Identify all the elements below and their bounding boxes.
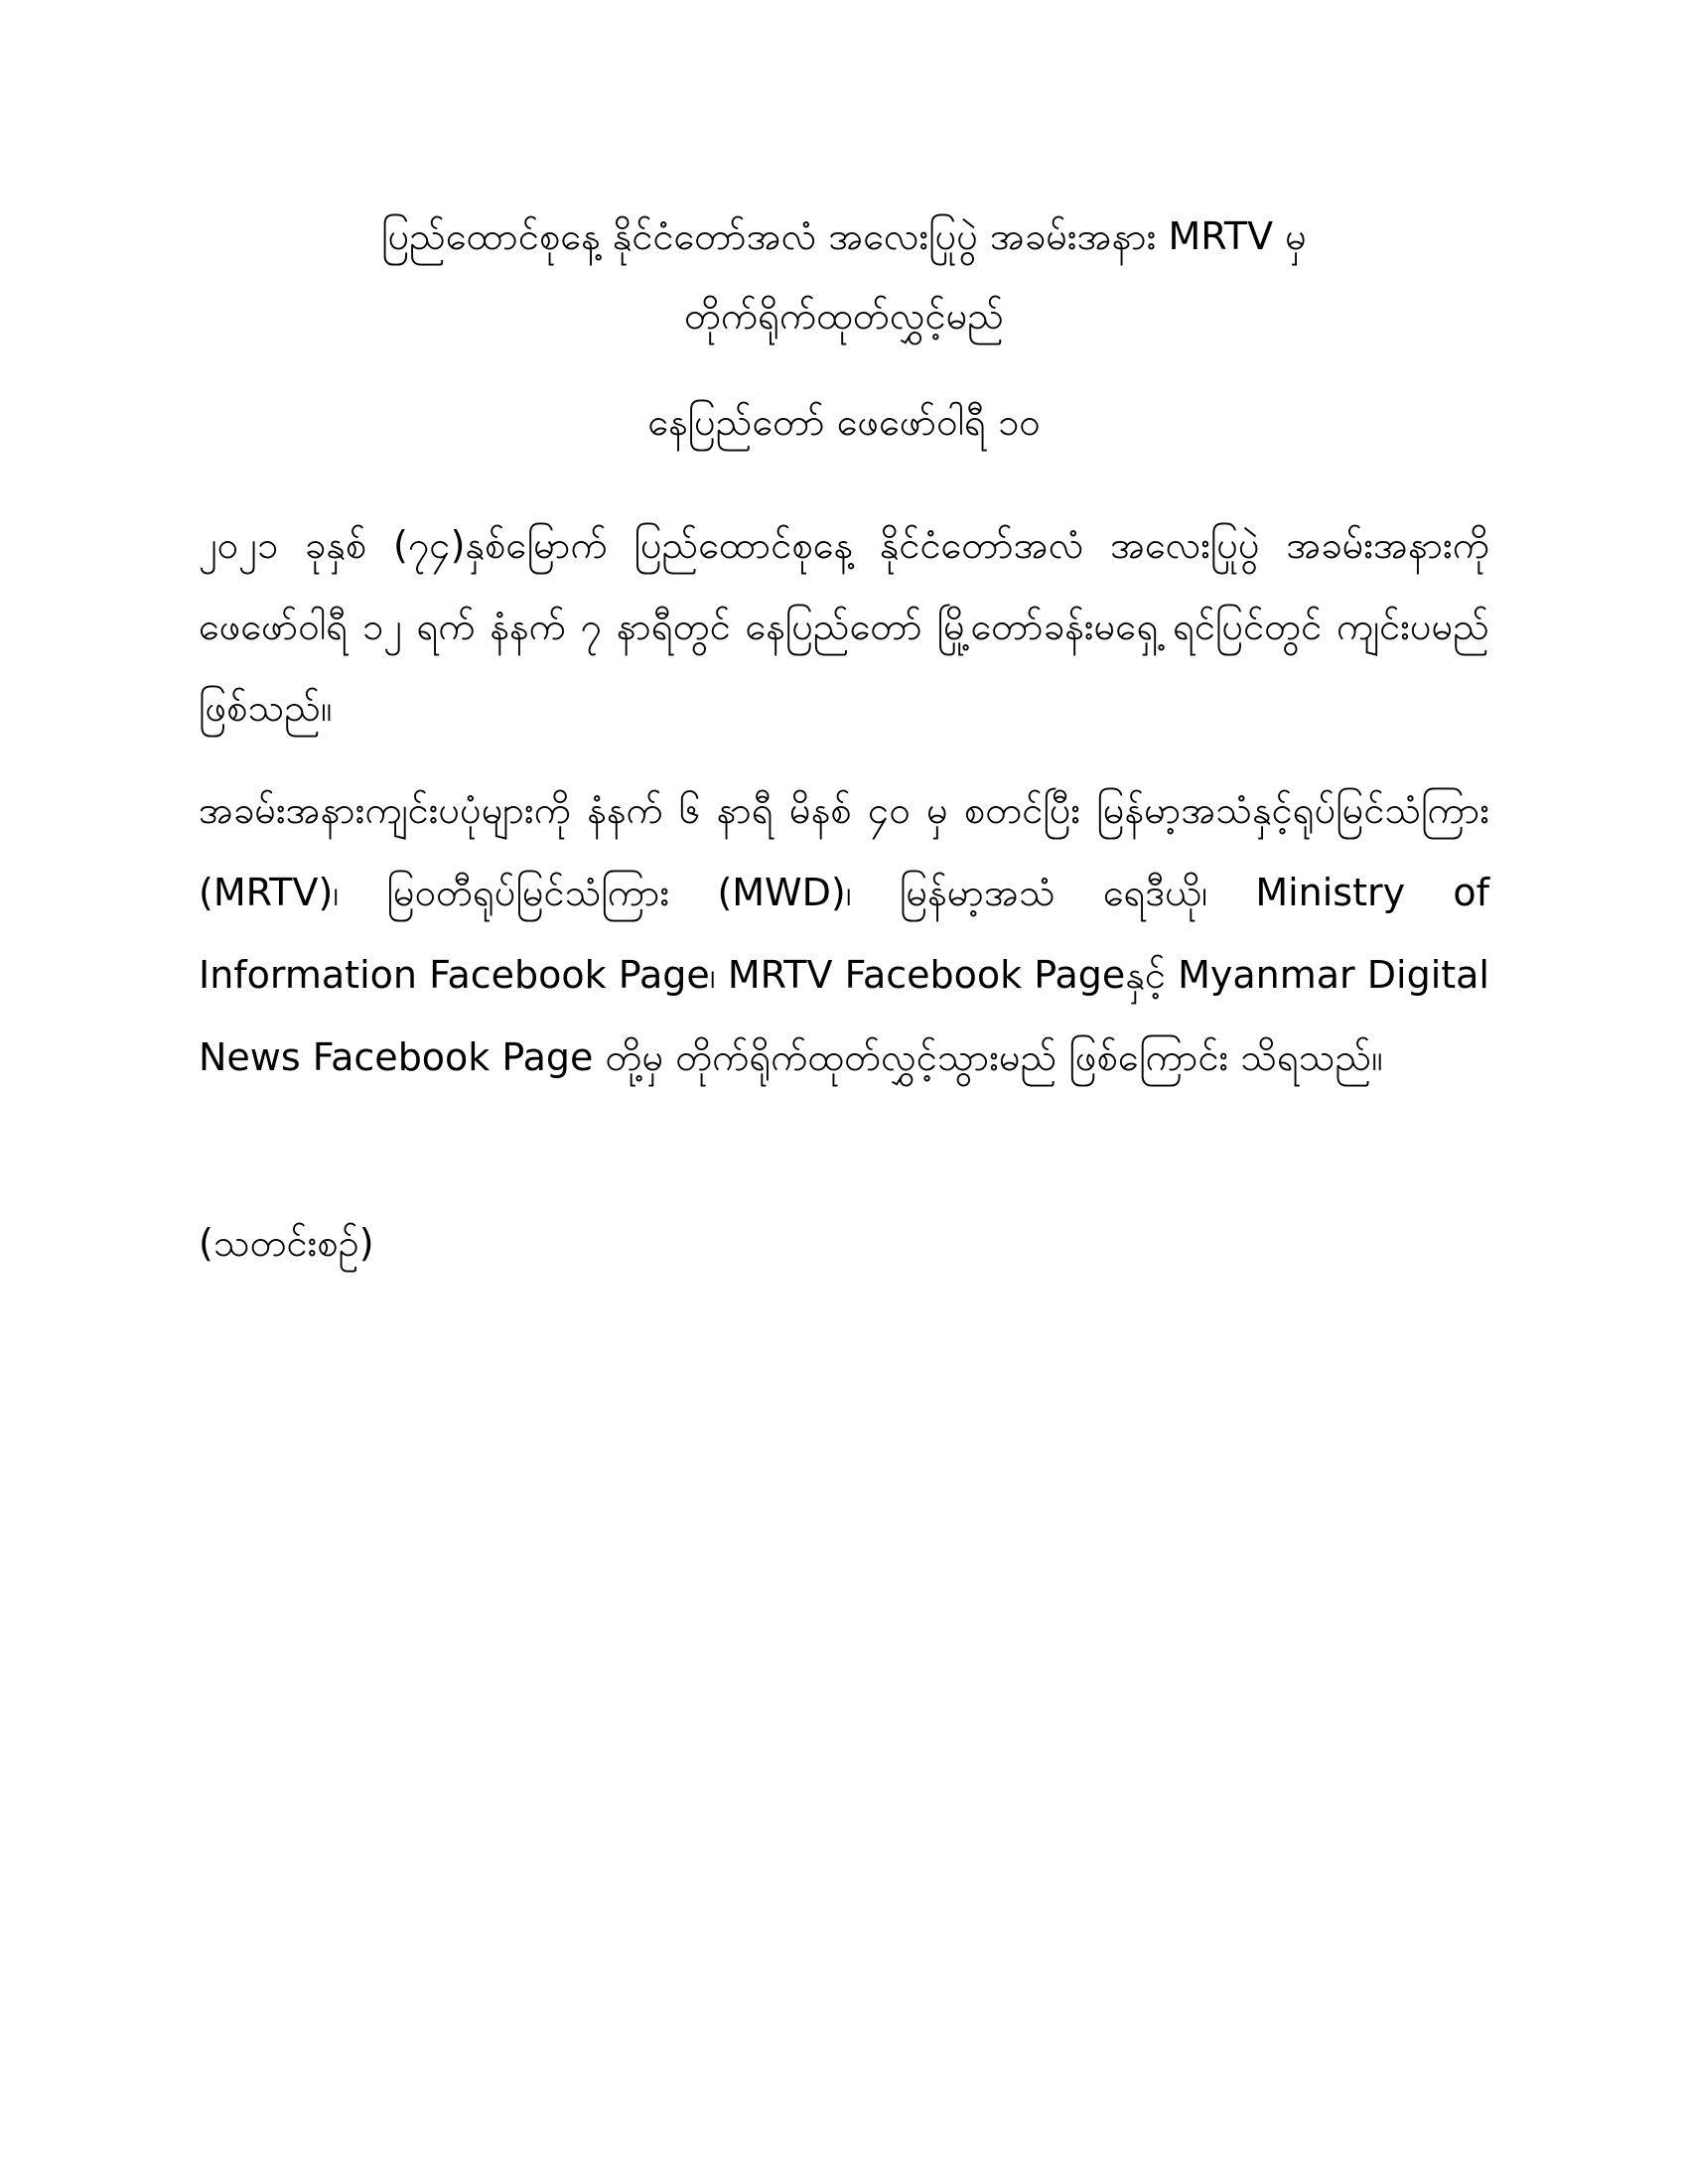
headline: [199, 197, 1489, 355]
dateline: နေပြည်တော် ဖေဖော်ဝါရီ ၁၀: [647, 400, 1041, 444]
source-note: (သတင်းစဉ်): [199, 1221, 374, 1265]
paragraph-broadcast-details: အခမ်းအနားကျင်းပပုံများကို နံနက် ၆ နာရီ မိနစ် ၄၀ မှ စတင်ပြီး မြန်မာ့အသံနှင့်ရုပ်မြင်သံကြား (MRTV)၊ မြဝတီရုပ်မြင်သံကြား (MWD)၊ မြန်မာ့အသံ ရေဒီယို၊ Ministry of Information Facebook Page၊ MRTV Facebook Pageနှင့် Myanmar Digital News Facebook Page တို့မှ တိုက်ရိုက်ထုတ်လွှင့်သွားမည် ဖြစ်ကြောင်း သိရသည်။: [199, 788, 1489, 1079]
headline-line-1: ပြည်ထောင်စုနေ့ နိုင်ငံတော်အလံ အလေးပြုပွဲ အခမ်းအနား MRTV မှ: [381, 214, 1307, 258]
paragraph-ceremony-details: ၂၀၂၁ ခုနှစ် (၇၄)နှစ်မြောက် ပြည်ထောင်စုနေ့ နိုင်ငံတော်အလံ အလေးပြုပွဲ အခမ်းအနားကို ဖေဖော်ဝါရီ ၁၂ ရက် နံနက် ၇ နာရီတွင် နေပြည်တော် မြို့တော်ခန်းမရှေ့ ရင်ပြင်တွင် ကျင်းပမည် ဖြစ်သည်။: [199, 523, 1489, 730]
headline-line-2: တိုက်ရိုက်ထုတ်လွှင့်မည်: [683, 294, 1005, 338]
